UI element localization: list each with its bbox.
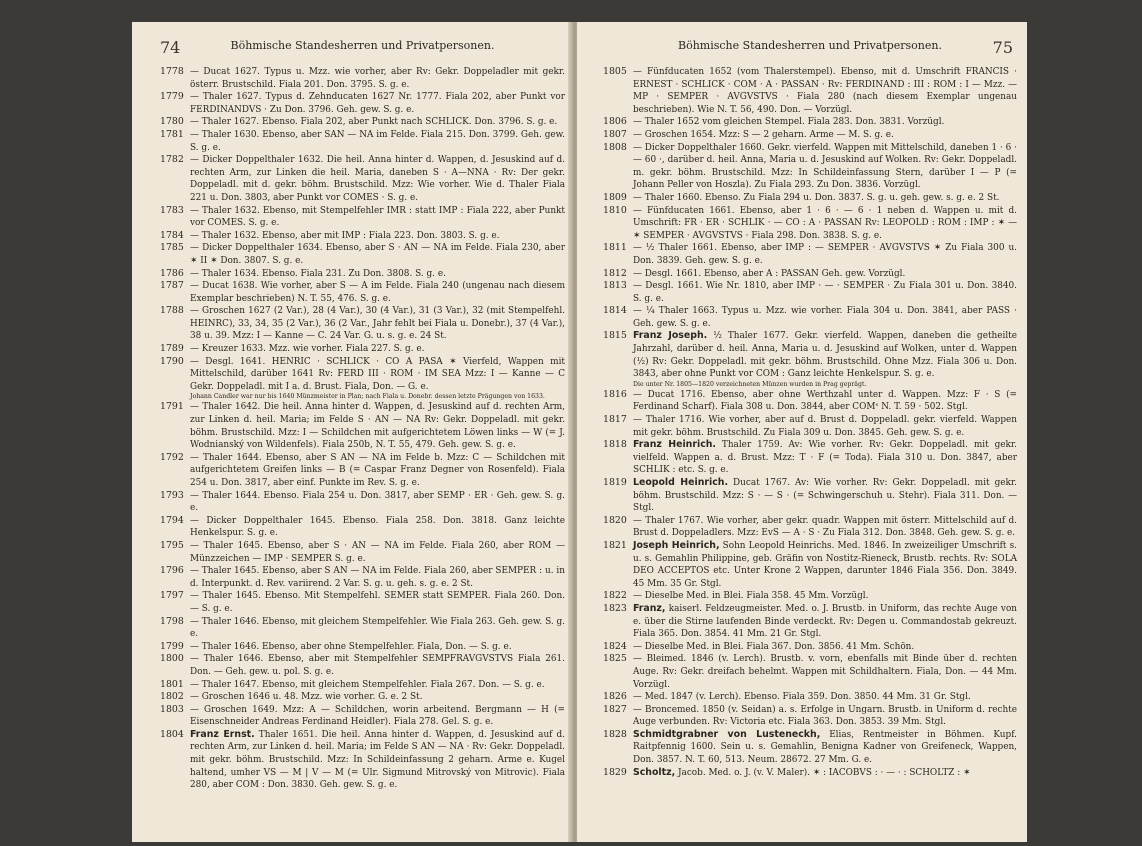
- catalog-entry: [160, 540, 565, 565]
- entry-number: 1799: [160, 640, 184, 652]
- catalog-entry: [603, 729, 1017, 767]
- entry-number: 1821: [603, 539, 627, 551]
- catalog-entry: [160, 66, 565, 91]
- entry-text: — Groschen 1646 u. 48. Mzz. wie vorher. G. e. 2 St.: [190, 692, 423, 703]
- entry-number: 1803: [160, 703, 184, 715]
- catalog-entry: [160, 452, 565, 490]
- entry-number: 1801: [160, 678, 184, 690]
- entry-text: — Thaler 1630. Ebenso, aber SAN — NA im Felde. Fiala 215. Don. 3799. Geh. gew. S. g. e.: [190, 129, 565, 153]
- catalog-entry: [160, 116, 565, 129]
- entry-number: 1794: [160, 514, 184, 526]
- catalog-entry: [160, 616, 565, 641]
- entry-number: 1790: [160, 355, 184, 367]
- entry-number: 1820: [603, 514, 627, 526]
- entry-number: 1811: [603, 242, 627, 254]
- entry-text: — Thaler 1716. Wie vorher, aber auf d. Brust d. Doppeladl. gekr. vierfeld. Wappen mit gekr. böhm. Brustschild. Zu Fiala 309 u. Don. 3845. Geh. gew. S. g. e.: [633, 415, 1017, 438]
- entry-number: 1816: [603, 388, 627, 400]
- catalog-entry: [603, 767, 1017, 780]
- entry-text: — Thaler 1627. Ebenso. Fiala 202, aber Punkt nach SCHLICK. Don. 3796. S. g. e.: [190, 117, 558, 128]
- entry-text: — Kreuzer 1633. Mzz. wie vorher. Fiala 227. S. g. e.: [190, 344, 425, 355]
- catalog-entry: [603, 540, 1017, 590]
- entry-text: — Thaler 1627. Typus d. Zehnducaten 1627 Nr. 1777. Fiala 202, aber Punkt vor FERDINANDVS · Zu Don. 3796. Geh. gew. S. g. e.: [190, 92, 565, 115]
- catalog-entry: [603, 515, 1017, 540]
- entry-number: 1795: [160, 539, 184, 551]
- entry-number: 1789: [160, 343, 184, 355]
- entry-number: 1810: [603, 204, 627, 216]
- catalog-entry: [160, 356, 565, 402]
- entry-text: kaiserl. Feldzeugmeister. Med. o. J. Brustb. in Uniform, das rechte Auge von e. über die Stirne laufenden Binde verdeckt. Rv: Degen u. Commandostab gekreuzt. Fiala 365. Don. 3854. 41 Mm. 21 Gr. Stgl.: [633, 603, 1018, 640]
- entry-text: — Thaler 1767. Wie vorher, aber gekr. quadr. Wappen mit österr. Mittelschild auf d. Brust d. Doppeladlers. Mzz: EvS — A · S · Zu Fiala 312. Don. 3848. Geh. gew. S. g. e.: [633, 515, 1017, 539]
- catalog-entry: [160, 343, 565, 356]
- entry-text: — Thaler 1632. Ebenso, aber mit IMP : Fiala 223. Don. 3803. S. g. e.: [190, 230, 500, 241]
- entry-number: 1829: [603, 766, 627, 778]
- entry-text: ½ Thaler 1677. Gekr. vierfeld. Wappen, daneben die getheilte Jahrzahl, darüber d. heil. Anna, Maria u. d. Jesuskind auf Wolken, unter d. Wappen (½) Rv: Gekr. Doppeladl. mit gekr. böhm. Brustschild. Ohne Mzz. Fiala 306 u. Don. 3843, aber ohne Punkt vor COM : Ganz leichte Henkelspur. S. g. e.: [633, 331, 1017, 380]
- entry-number: 1800: [160, 653, 184, 665]
- catalog-entry: [160, 565, 565, 590]
- entry-text: — Thaler 1642. Die heil. Anna hinter d. Wappen, d. Jesuskind auf d. rechten Arm, zur Linken d. heil. Maria; im Felde S · AN — NA Rv: Gekr. Doppeladl. mit gekr. böhm. Brustschild. Mzz: I — Schildchen mit aufgerichtetem Löwen links — W (= J. Wodnianský von Wildenfels). Fiala 250b, N. T. 55, 479. Geh. gew. S. g. e.: [190, 402, 565, 451]
- catalog-entry: [603, 691, 1017, 704]
- entry-text: — Thaler 1647. Ebenso, mit gleichem Stempelfehler. Fiala 267. Don. — S. g. e.: [190, 679, 545, 690]
- catalog-entry: [160, 729, 565, 792]
- entry-text: — Thaler 1646. Ebenso, aber ohne Stempelfehler. Fiala, Don. — S. g. e.: [190, 641, 512, 652]
- catalog-entry: [160, 691, 565, 704]
- entry-number: 1827: [603, 703, 627, 715]
- catalog-entry: [160, 401, 565, 451]
- entry-person-name: Scholtz,: [633, 766, 676, 778]
- entry-number: 1805: [603, 66, 627, 77]
- right-page-number: 75: [992, 38, 1013, 57]
- left-entry-list: [160, 66, 565, 792]
- catalog-entry: [160, 154, 565, 204]
- entry-footnote: Die unter Nr. 1805—1820 verzeichneten Münzen wurden in Prag geprägt.: [633, 380, 867, 388]
- entry-text: — Thaler 1652 vom gleichen Stempel. Fiala 283. Don. 3831. Vorzügl.: [633, 117, 945, 128]
- entry-number: 1793: [160, 489, 184, 501]
- entry-text: — Thaler 1634. Ebenso. Fiala 231. Zu Don. 3808. S. g. e.: [190, 268, 446, 279]
- entry-text: — Thaler 1645. Ebenso, aber S · AN — NA im Felde. Fiala 260, aber ROM — Münzzeichen — IMP · SEMPER S. g. e.: [190, 540, 565, 564]
- right-page-header: [603, 22, 1017, 62]
- entry-number: 1817: [603, 414, 627, 426]
- entry-text: — Desgl. 1661. Ebenso, aber A : PASSAN Geh. gew. Vorzügl.: [633, 268, 906, 279]
- entry-number: 1828: [603, 728, 627, 740]
- entry-person-name: Franz Joseph.: [633, 330, 708, 342]
- entry-person-name: Franz Ernst.: [190, 728, 255, 740]
- entry-number: 1809: [603, 191, 627, 203]
- entry-number: 1814: [603, 305, 627, 317]
- entry-number: 1815: [603, 330, 627, 342]
- entry-person-name: Leopold Heinrich.: [633, 477, 729, 488]
- entry-text: — Dieselbe Med. in Blei. Fiala 367. Don. 3856. 41 Mm. Schön.: [633, 641, 915, 652]
- entry-number: 1802: [160, 691, 184, 703]
- entry-person-name: Joseph Heinrich,: [633, 539, 720, 551]
- catalog-entry: [160, 129, 565, 154]
- entry-person-name: Franz,: [633, 602, 666, 614]
- catalog-entry: [603, 142, 1017, 192]
- entry-text: — Thaler 1646. Ebenso, mit gleichem Stempelfehler. Wie Fiala 263. Geh. gew. S. g. e.: [190, 616, 565, 640]
- entry-text: — Bleimed. 1846 (v. Lerch). Brustb. v. vorn, ebenfalls mit Binde über d. rechten Auge. Rv: Gekr. dreifach behelmt. Wappen mit Schildhaltern. Fiala, Don. — 44 Mm. Vorzügl.: [633, 654, 1017, 690]
- entry-number: 1825: [603, 653, 627, 665]
- entry-number: 1812: [603, 267, 627, 279]
- entry-text: — Desgl. 1661. Wie Nr. 1810, aber IMP · — · SEMPER · Zu Fiala 301 u. Don. 3840. S. g. e.: [633, 281, 1017, 304]
- entry-number: 1807: [603, 128, 627, 140]
- entry-text: — Thaler 1644. Ebenso, aber S AN — NA im Felde b. Mzz: C — Schildchen mit aufgerichtetem Greifen links — B (= Caspar Franz Degner von Rosenfeld). Fiala 254 u. Don. 3817, aber einf. Punkte im Rev. S. g. e.: [190, 452, 565, 488]
- catalog-entry: [603, 477, 1017, 515]
- catalog-entry: [603, 439, 1017, 477]
- catalog-entry: [603, 330, 1017, 388]
- entry-person-name: Franz Heinrich.: [633, 439, 716, 451]
- left-page-number: 74: [160, 38, 181, 57]
- catalog-entry: [160, 305, 565, 343]
- entry-number: 1786: [160, 267, 184, 279]
- catalog-entry: [160, 653, 565, 678]
- catalog-entry: [603, 280, 1017, 305]
- entry-number: 1784: [160, 229, 184, 241]
- entry-text: — Groschen 1649. Mzz: A — Schildchen, worin arbeitend. Bergmann — H (= Eisenschneider Andreas Ferdinand Heidler). Fiala 278. Gel. S. g. e.: [190, 704, 565, 728]
- entry-number: 1791: [160, 401, 184, 413]
- left-page: [132, 22, 573, 842]
- entry-text: — ½ Thaler 1661. Ebenso, aber IMP : — SEMPER · AVGVSTVS ✶ Zu Fiala 300 u. Don. 3839. Geh. gew. S. g. e.: [633, 243, 1017, 266]
- entry-number: 1787: [160, 280, 184, 292]
- entry-text: — Dicker Doppelthaler 1632. Die heil. Anna hinter d. Wappen, d. Jesuskind auf d. rechten Arm, zur Linken die heil. Maria, daneben S · A—NNA · Rv: Der gekr. Doppeladl. mit d. gekr. böhm. Brustschild. Mzz: Wie vorher. Wie d. Thaler Fiala 221 u. Don. 3803, aber Punkt vor COMES · S. g. e.: [190, 155, 565, 203]
- catalog-entry: [603, 192, 1017, 205]
- entry-text: — Dicker Doppelthaler 1660. Gekr. vierfeld. Wappen mit Mittelschild, daneben 1 · 6 · — 60 ·, darüber d. heil. Anna, Maria u. d. Jesuskind auf Wolken. Rv: Gekr. Doppeladl. m. gekr. böhm. Brustschild. Mzz: In Schildeinfassung Stern, darüber I — P (= Johann Peller von Hoszla). Zu Fiala 293. Zu Don. 3836. Vorzügl.: [633, 142, 1017, 191]
- entry-number: 1797: [160, 590, 184, 602]
- catalog-entry: [160, 91, 565, 116]
- entry-text: — Ducat 1716. Ebenso, aber ohne Werthzahl unter d. Wappen. Mzz: F · S (= Ferdinand Scharf). Fiala 308 u. Don. 3844, aber COMˢ N. T. 59 · 502. Stgl.: [633, 389, 1017, 413]
- catalog-entry: [160, 704, 565, 729]
- catalog-entry: [603, 242, 1017, 267]
- catalog-entry: [603, 205, 1017, 243]
- entry-text: — Dicker Doppelthaler 1634. Ebenso, aber S · AN — NA im Felde. Fiala 230, aber ✶ II ✶ Don. 3807. S. g. e.: [190, 243, 565, 266]
- catalog-entry: [160, 490, 565, 515]
- entry-text: Ducat 1767. Av: Wie vorher. Rv: Gekr. Doppeladl. mit gekr. böhm. Brustschild. Mzz: S · — S · (= Schwingerschuh u. Stehr). Fiala 311. Don. — Stgl.: [633, 478, 1018, 514]
- catalog-entry: [160, 230, 565, 243]
- entry-text: — Fünfducaten 1652 (vom Thalerstempel). Ebenso, mit d. Umschrift FRANCIS · ERNEST · SCHLICK · COM · A · PASSAN · Rv: FERDINAND : III : ROM : I — Mzz. — MP · SEMPER · AVGVSTVS · Fiala 280 (nach diesem Exemplar ungenau beschrieben). Wie N. T. 56, 490. Don. — Vorzügl.: [633, 67, 1017, 115]
- entry-text: Thaler 1651. Die heil. Anna hinter d. Wappen, d. Jesuskind auf d. rechten Arm, zur Linken d. heil. Maria; im Felde S AN — NA · Rv: Gekr. Doppeladl. mit gekr. böhm. Brustschild. Mzz: In Schildeinfassung 2 geharn. Arme e. Kugel haltend, umher VS — M | V — M (= Ulr. Sigmund Mitrovský von Mitrovic). Fiala 280, aber COM : Don. 3830. Geh. gew. S. g. e.: [190, 729, 565, 791]
- entry-person-name: Schmidtgrabner von Lusteneckh,: [633, 728, 821, 740]
- entry-text: Thaler 1759. Av: Wie vorher. Rv: Gekr. Doppeladl. mit gekr. vielfeld. Wappen a. d. Brust. Mzz: T · F (= Toda). Fiala 310 u. Don. 3847, aber SCHLIK : etc. S. g. e.: [633, 440, 1017, 476]
- entry-number: 1780: [160, 116, 184, 128]
- catalog-entry: [603, 704, 1017, 729]
- right-entry-list: [603, 66, 1017, 779]
- entry-number: 1824: [603, 640, 627, 652]
- entry-text: Jacob. Med. o. J. (v. V. Maler). ✶ : IACOBVS : · — · : SCHOLTZ : ✶: [677, 767, 971, 778]
- catalog-entry: [160, 268, 565, 281]
- catalog-entry: [160, 242, 565, 267]
- entry-number: 1781: [160, 128, 184, 140]
- entry-number: 1782: [160, 154, 184, 166]
- left-running-title: Böhmische Standesherren und Privatpersonen.: [230, 39, 495, 52]
- entry-text: Sohn Leopold Heinrichs. Med. 1846. In zweizeiliger Umschrift s. u. s. Gemahlin Philippine, geb. Gräfin von Nostitz-Rieneck, Brustb. rechts. Rv: SOLA DEO ACCEPTOS etc. Unter Krone 2 Wappen, darunter 1846 Fiala 356. Don. 3849. 45 Mm. 35 Gr. Stgl.: [633, 540, 1017, 589]
- entry-text: — Ducat 1627. Typus u. Mzz. wie vorher, aber Rv: Gekr. Doppeladler mit gekr. österr. Brustschild. Fiala 201. Don. 3795. S. g. e.: [190, 67, 565, 90]
- entry-text: — Desgl. 1641. HENRIC · SCHLICK · CO A PASA ✶ Vierfeld, Wappen mit Mittelschild, darüber 1641 Rv: FERD III · ROM · IM SEA Mzz: I — Kanne — C Gekr. Doppeladl. mit I a. d. Brust. Fiala, Don. — G. e.: [190, 356, 565, 392]
- entry-number: 1804: [160, 728, 184, 740]
- left-page-header: [160, 22, 565, 62]
- entry-number: 1822: [603, 590, 627, 602]
- catalog-entry: [603, 389, 1017, 414]
- entry-number: 1808: [603, 141, 627, 153]
- right-running-title: Böhmische Standesherren und Privatpersonen.: [678, 39, 942, 52]
- entry-number: 1806: [603, 116, 627, 128]
- entry-text: — Ducat 1638. Wie vorher, aber S — A im Felde. Fiala 240 (ungenau nach diesem Exemplar beschrieben) N. T. 55, 476. S. g. e.: [190, 281, 565, 304]
- entry-text: — Groschen 1654. Mzz: S — 2 geharn. Arme — M. S. g. e.: [633, 129, 894, 140]
- catalog-entry: [603, 66, 1017, 116]
- entry-text: — Groschen 1627 (2 Var.), 28 (4 Var.), 30 (4 Var.), 31 (3 Var.), 32 (mit Stempelfehl. HEINRC), 33, 34, 35 (2 Var.), 36 (2 Var., Jahr fehlt bei Fiala u. Donebr.), 37 (4 Var.), 38 u. 39. Mzz: I — Kanne — C. 24 Var. G. u. s. g. e. 24 St.: [190, 306, 565, 342]
- catalog-entry: [160, 205, 565, 230]
- catalog-entry: [603, 590, 1017, 603]
- catalog-entry: [160, 679, 565, 692]
- entry-number: 1819: [603, 477, 627, 488]
- entry-number: 1788: [160, 305, 184, 317]
- catalog-entry: [603, 641, 1017, 654]
- entry-number: 1792: [160, 451, 184, 463]
- catalog-entry: [603, 116, 1017, 129]
- catalog-entry: [603, 653, 1017, 691]
- entry-number: 1785: [160, 242, 184, 254]
- entry-text: — ¼ Thaler 1663. Typus u. Mzz. wie vorher. Fiala 304 u. Don. 3841, aber PASS · Geh. gew. S. g. e.: [633, 306, 1017, 329]
- entry-number: 1823: [603, 602, 627, 614]
- catalog-entry: [160, 641, 565, 654]
- entry-number: 1826: [603, 691, 627, 703]
- catalog-entry: [160, 280, 565, 305]
- entry-number: 1779: [160, 91, 184, 103]
- entry-text: — Thaler 1645. Ebenso. Mit Stempelfehl. SEMER statt SEMPER. Fiala 260. Don. — S. g. e.: [190, 591, 565, 614]
- catalog-entry: [603, 268, 1017, 281]
- catalog-entry: [603, 129, 1017, 142]
- catalog-entry: [160, 515, 565, 540]
- entry-number: 1813: [603, 280, 627, 292]
- entry-text: — Fünfducaten 1661. Ebenso, aber 1 · 6 · — 6 · 1 neben d. Wappen u. mit d. Umschrift: FR · ER · SCHLIK · — CO : A · PASSAN Rv: LEOPOLD : ROM : IMP : ✶ — ✶ SEMPER · AVGVSTVS · Fiala 298. Don. 3838. S. g. e.: [633, 205, 1017, 241]
- entry-text: — Thaler 1645. Ebenso, aber S AN — NA im Felde. Fiala 260, aber SEMPER : u. in d. Interpunkt. d. Rev. variirend. 2 Var. S. g. u. geh. s. g. e. 2 St.: [190, 566, 565, 589]
- entry-text: — Dieselbe Med. in Blei. Fiala 358. 45 Mm. Vorzügl.: [633, 591, 869, 602]
- catalog-entry: [160, 590, 565, 615]
- right-page: [577, 22, 1027, 842]
- catalog-entry: [603, 305, 1017, 330]
- entry-number: 1796: [160, 565, 184, 577]
- entry-text: Elias, Rentmeister in Böhmen. Kupf. Raitpfennig 1600. Sein u. s. Gemahlin, Benigna Kadner von Greifeneck, Wappen, Don. 3857. N. T. 60, 513. Neum. 28672. 27 Mm. G. e.: [633, 729, 1017, 766]
- entry-text: — Thaler 1632. Ebenso, mit Stempelfehler IMR : statt IMP : Fiala 222, aber Punkt vor COMES. S. g. e.: [190, 205, 565, 229]
- entry-text: — Thaler 1660. Ebenso. Zu Fiala 294 u. Don. 3837. S. g. u. geh. gew. s. g. e. 2 St.: [633, 192, 1000, 203]
- entry-text: — Med. 1847 (v. Lerch). Ebenso. Fiala 359. Don. 3850. 44 Mm. 31 Gr. Stgl.: [633, 692, 971, 703]
- entry-number: 1783: [160, 204, 184, 216]
- catalog-entry: [603, 414, 1017, 439]
- entry-text: — Broncemed. 1850 (v. Seidan) a. s. Erfolge in Ungarn. Brustb. in Uniform d. rechte Auge verbunden. Rv: Victoria etc. Fiala 363. Don. 3853. 39 Mm. Stgl.: [633, 704, 1017, 728]
- entry-text: — Thaler 1644. Ebenso. Fiala 254 u. Don. 3817, aber SEMP · ER · Geh. gew. S. g. e.: [190, 490, 565, 514]
- entry-text: — Thaler 1646. Ebenso, aber mit Stempelfehler SEMPFRAVGVSTVS Fiala 261. Don. — Geh. gew. u. pol. S. g. e.: [190, 654, 565, 677]
- entry-number: 1798: [160, 615, 184, 627]
- entry-number: 1818: [603, 439, 627, 451]
- catalog-entry: [603, 603, 1017, 641]
- entry-footnote: Johann Candler war nur bis 1640 Münzmeister in Plan; nach Fiala u. Donebr. dessen letzte Prägungen von 1633.: [190, 393, 545, 401]
- entry-number: 1778: [160, 66, 184, 77]
- entry-text: — Dicker Doppelthaler 1645. Ebenso. Fiala 258. Don. 3818. Ganz leichte Henkelspur. S. g. e.: [190, 515, 565, 539]
